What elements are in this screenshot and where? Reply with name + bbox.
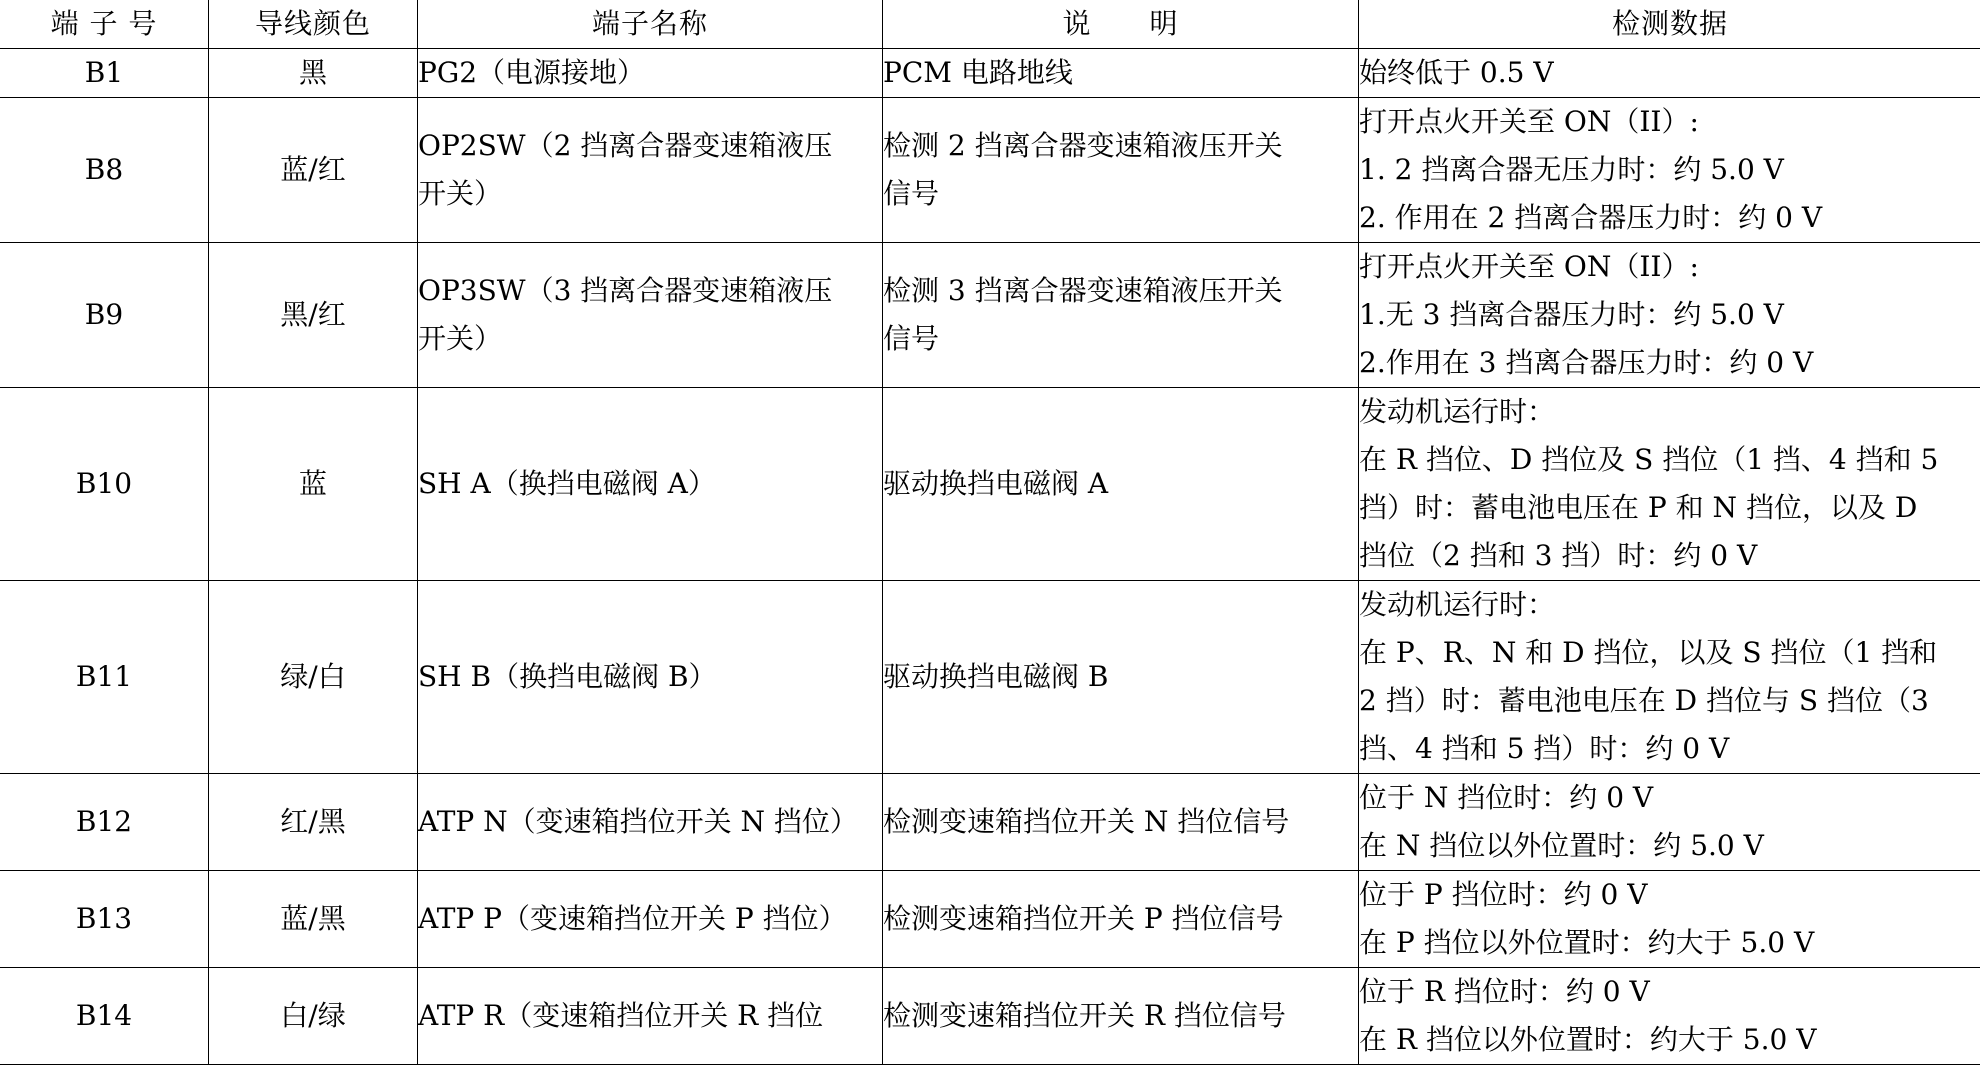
terminal-name-cell <box>418 388 883 581</box>
test-data-cell <box>1359 243 1980 388</box>
wire-color-cell: 绿/白 <box>209 581 418 774</box>
test-data-line: 发动机运行时： <box>1359 395 1556 428</box>
test-data-cell <box>1359 871 1980 968</box>
description-line: 信号 <box>883 177 940 210</box>
description-line: 检测变速箱挡位开关 N 挡位信号 <box>883 805 1290 838</box>
terminal-name-line: OP2SW（2 挡离合器变速箱液压 <box>418 129 833 162</box>
pin-cell: B11 <box>0 581 209 774</box>
description-cell <box>883 243 1359 388</box>
test-data-line: 在 N 挡位以外位置时：约 5.0 V <box>1359 829 1764 862</box>
terminal-name-line: 开关） <box>418 177 503 210</box>
terminal-name-cell <box>418 581 883 774</box>
pin-cell: B9 <box>0 243 209 388</box>
terminal-name-cell <box>418 871 883 968</box>
test-data-line: 在 R 挡位以外位置时：约大于 5.0 V <box>1359 1023 1817 1056</box>
description-line: 检测 2 挡离合器变速箱液压开关 <box>883 129 1283 162</box>
test-data-line: 2 挡）时：蓄电池电压在 D 挡位与 S 挡位（3 <box>1359 684 1929 717</box>
table-row <box>0 774 1980 871</box>
description-cell <box>883 98 1359 243</box>
test-data-line: 挡、4 挡和 5 挡）时：约 0 V <box>1359 732 1730 765</box>
test-data-line: 1. 2 挡离合器无压力时：约 5.0 V <box>1359 153 1784 186</box>
terminal-name-line: 开关） <box>418 322 503 355</box>
description-cell <box>883 774 1359 871</box>
test-data-cell <box>1359 774 1980 871</box>
column-header-description: 说 明 <box>883 0 1359 49</box>
description-line: 驱动换挡电磁阀 A <box>883 467 1109 500</box>
terminal-name-line: OP3SW（3 挡离合器变速箱液压 <box>418 274 833 307</box>
pin-cell: B12 <box>0 774 209 871</box>
table-row <box>0 871 1980 968</box>
test-data-cell <box>1359 968 1980 1065</box>
test-data-line: 打开点火开关至 ON（II）: <box>1359 105 1699 138</box>
test-data-cell <box>1359 581 1980 774</box>
description-cell <box>883 968 1359 1065</box>
wire-color-cell: 红/黑 <box>209 774 418 871</box>
description-line: PCM 电路地线 <box>883 56 1073 89</box>
column-header-pin: 端 子 号 <box>0 0 209 49</box>
table-row <box>0 968 1980 1065</box>
test-data-line: 位于 R 挡位时：约 0 V <box>1359 975 1650 1008</box>
description-line: 检测变速箱挡位开关 R 挡位信号 <box>883 999 1286 1032</box>
table-row <box>0 49 1980 98</box>
wire-color-cell: 黑 <box>209 49 418 98</box>
test-data-line: 2. 作用在 2 挡离合器压力时：约 0 V <box>1359 201 1823 234</box>
table-row <box>0 388 1980 581</box>
wire-color-cell: 蓝/黑 <box>209 871 418 968</box>
pin-cell: B14 <box>0 968 209 1065</box>
test-data-line: 挡位（2 挡和 3 挡）时：约 0 V <box>1359 539 1758 572</box>
test-data-line: 1.无 3 挡离合器压力时：约 5.0 V <box>1359 298 1784 331</box>
terminal-name-cell <box>418 774 883 871</box>
terminal-name-cell <box>418 968 883 1065</box>
test-data-line: 始终低于 0.5 V <box>1359 56 1554 89</box>
column-header-wire-color: 导线颜色 <box>209 0 418 49</box>
test-data-line: 2.作用在 3 挡离合器压力时：约 0 V <box>1359 346 1814 379</box>
terminal-name-cell <box>418 243 883 388</box>
pin-cell: B8 <box>0 98 209 243</box>
terminal-name-line: ATP N（变速箱挡位开关 N 挡位） <box>418 805 858 838</box>
terminal-name-line: ATP R（变速箱挡位开关 R 挡位 <box>418 999 824 1032</box>
description-cell <box>883 581 1359 774</box>
description-line: 检测 3 挡离合器变速箱液压开关 <box>883 274 1283 307</box>
wire-color-cell: 白/绿 <box>209 968 418 1065</box>
test-data-cell <box>1359 98 1980 243</box>
description-cell <box>883 388 1359 581</box>
table-header-row <box>0 0 1980 49</box>
pin-cell: B10 <box>0 388 209 581</box>
description-line: 检测变速箱挡位开关 P 挡位信号 <box>883 902 1284 935</box>
wire-color-cell: 蓝 <box>209 388 418 581</box>
test-data-line: 位于 P 挡位时：约 0 V <box>1359 878 1648 911</box>
terminal-name-line: SH B（换挡电磁阀 B） <box>418 660 717 693</box>
table-row <box>0 243 1980 388</box>
wire-color-cell: 蓝/红 <box>209 98 418 243</box>
column-header-test-data: 检测数据 <box>1359 0 1980 49</box>
description-line: 信号 <box>883 322 940 355</box>
test-data-cell <box>1359 49 1980 98</box>
wire-color-cell: 黑/红 <box>209 243 418 388</box>
test-data-line: 打开点火开关至 ON（II）: <box>1359 250 1699 283</box>
test-data-line: 在 P 挡位以外位置时：约大于 5.0 V <box>1359 926 1815 959</box>
table-row <box>0 98 1980 243</box>
test-data-line: 在 P、R、N 和 D 挡位，以及 S 挡位（1 挡和 <box>1359 636 1938 669</box>
pin-cell: B13 <box>0 871 209 968</box>
test-data-cell <box>1359 388 1980 581</box>
pin-cell: B1 <box>0 49 209 98</box>
terminal-name-cell <box>418 49 883 98</box>
test-data-line: 位于 N 挡位时：约 0 V <box>1359 781 1654 814</box>
terminal-name-line: SH A（换挡电磁阀 A） <box>418 467 716 500</box>
column-header-terminal-name: 端子名称 <box>418 0 883 49</box>
table-row <box>0 581 1980 774</box>
test-data-line: 发动机运行时： <box>1359 588 1556 621</box>
description-cell <box>883 49 1359 98</box>
test-data-line: 在 R 挡位、D 挡位及 S 挡位（1 挡、4 挡和 5 <box>1359 443 1939 476</box>
description-cell <box>883 871 1359 968</box>
terminal-name-cell <box>418 98 883 243</box>
description-line: 驱动换挡电磁阀 B <box>883 660 1109 693</box>
test-data-line: 挡）时：蓄电池电压在 P 和 N 挡位，以及 D <box>1359 491 1918 524</box>
terminal-name-line: PG2（电源接地） <box>418 56 646 89</box>
terminal-name-line: ATP P（变速箱挡位开关 P 挡位） <box>418 902 847 935</box>
